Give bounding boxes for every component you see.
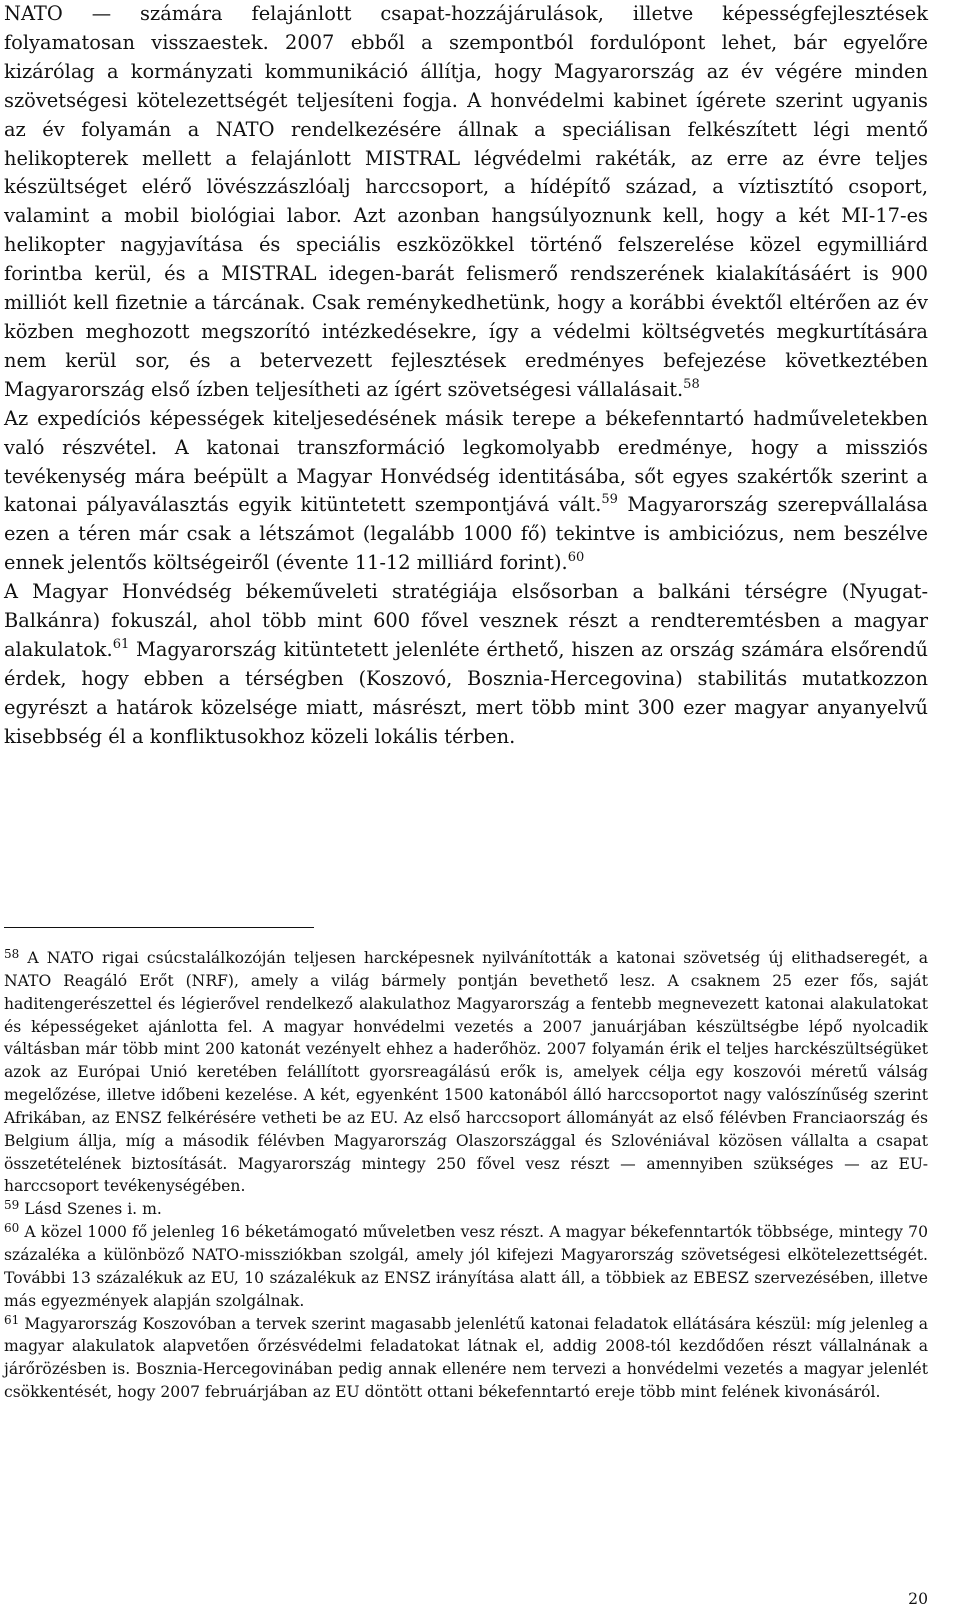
paragraph-text: Az expedíciós képességek kiteljesedésének másik terepe a békefenntartó hadműveletekben való részvétel. A katonai transzformáció legkomolyabb eredménye, hogy a missziós tevékenység mára beépült a Magyar Honvédség identitásába, sőt egyes szakértők szerint a katonai pályaválasztás egyik kitüntetett szempontjává vált. [4, 406, 928, 517]
footnote-number: 60 [4, 1221, 20, 1236]
footnote-number: 58 [4, 947, 20, 961]
footnote-separator [4, 927, 314, 928]
page-number: 20 [908, 1590, 928, 1608]
footnote-reference[interactable]: 59 [601, 492, 618, 508]
footnote [4, 947, 928, 1198]
footnote [4, 1198, 928, 1221]
footnote-text: Magyarország Koszovóban a tervek szerint magasabb jelenlétű katonai feladatok ellátására készül: míg jelenleg a magyar alakulatok alapvetően őrzésvédelmi feladatokat látnak el, addig 2008-tól kezdődően részt vállalnának a járőrözésben is. Bosznia-Hercegovinában pedig annak ellenére nem tervezi a honvédelmi vezetés a magyar jelenlét csökkentését, hogy 2007 februárjában az EU döntött ottani békefenntartó ereje több mint felének kivonásáról. [4, 1314, 928, 1402]
footnote-reference[interactable]: 60 [567, 550, 585, 566]
footnote-number: 59 [4, 1198, 20, 1213]
paragraph [4, 578, 928, 751]
paragraph-text: A Magyar Honvédség békeműveleti stratégiája elsősorban a balkáni térségre (Nyugat-Balkánra) fokuszál, ahol több mint 600 fővel vesznek részt a rendteremtésben a magyar alakulatok. [4, 580, 928, 661]
paragraph-text: NATO — számára felajánlott csapat-hozzájárulások, illetve képességfejlesztések folyamatosan visszaestek. 2007 ebből a szempontból fordulópont lehet, bár egyelőre kizárólag a kormányzati kommunikáció állítja, hogy Magyarország az év végére minden szövetségesi kötelezettségét teljesíteni fogja. A honvédelmi kabinet ígérete szerint ugyanis az év folyamán a NATO rendelkezésére állnak a speciálisan felkészített légi mentő helikopterek mellett a felajánlott MISTRAL légvédelmi rakéták, az erre az évre teljes készültséget elérő lövészzászlóalj harccsoport, a hídépítő század, a víztisztító csoport, valamint a mobil biológiai labor. Azt azonban hangsúlyoznunk kell, hogy a két MI-17-es helikopter nagyjavítása és speciális eszközökkel történő felszerelése közel egymilliárd forintba kerül, és a MISTRAL idegen-barát felismerő rendszerének kialakításáért is 900 milliót kell fizetnie a tárcának. Csak reménykedhetünk, hogy a korábbi évektől eltérően az év közben meghozott megszorító intézkedésekre, így a védelmi költségvetés megkurtítására nem kerül sor, és a betervezett fejlesztések eredményes befejezése következtében Magyarország első ízben teljesítheti az ígért szövetségesi vállalásait. [4, 2, 928, 401]
footnote [4, 1313, 928, 1404]
footnote-reference[interactable]: 58 [683, 376, 700, 392]
paragraph-text: Magyarország kitüntetett jelenléte érthető, hiszen az ország számára elsőrendű érdek, hogy ebben a térségben (Koszovó, Bosznia-Hercegovina) stabilitás mutatkozzon egyrészt a határok közelsége miatt, másrészt, mert több mint 300 ezer magyar anyanyelvű kisebbség él a konfliktusokhoz közeli lokális térben. [4, 637, 928, 748]
document-page [4, 0, 928, 752]
paragraph-text: Magyarország szerepvállalása ezen a téren már csak a létszámot (legalább 1000 fő) tekintve is ambiciózus, nem beszélve ennek jelentős költségeiről (évente 11-12 milliárd forint). [4, 493, 928, 575]
footnote-text: Lásd Szenes i. m. [19, 1200, 162, 1219]
footnotes [4, 947, 928, 1404]
footnote-text: A NATO rigai csúcstalálkozóján teljesen harcképesnek nyilvánították a katonai szövetség új elithadseregét, a NATO Reagáló Erőt (NRF), amely a világ bármely pontján bevethető lesz. A csaknem 25 ezer fős, saját haditengerészettel és légierővel rendelkező alakulathoz Magyarország a fentebb megnevezett katonai alakulatokat és képességeket ajánlotta fel. A magyar honvédelmi vezetés a 2007 januárjában készültségbe lépő nyolcadik váltásban már több mint 200 katonát vezényelt ehhez a haderőhöz. 2007 folyamán érik el teljes harckészültségüket azok az Európai Unió keretében felállított gyorsreagálású erők is, amelyek célja egy koszovói méretű válság megelőzése, illetve időbeni kezelése. A két, egyenként 1500 katonából álló harccsoportot nagy valószínűség szerint Afrikában, az ENSZ felkérésére vetheti be az EU. Az első harccsoport állományát az első félévben Franciaország és Belgium állja, míg a második félévben Magyarország Olaszországgal és Szlovéniával közösen vállalta a csapat összetételének biztosítását. Magyarország mintegy 250 fővel vesz részt — amennyiben szükséges — az EU-harccsoport tevékenységében. [4, 949, 928, 1196]
footnote [4, 1221, 928, 1312]
footnote-text: A közel 1000 fő jelenleg 16 béketámogató műveletben vesz részt. A magyar békefenntartók többsége, mintegy 70 százaléka a különböző NATO-missziókban szolgál, amely jól kifejezi Magyarország szövetségesi elkötelezettségét. További 13 százalékuk az EU, 10 százalékuk az ENSZ irányítása alatt áll, a többiek az EBESZ szervezésében, illetve más egyezmények alapján szolgálnak. [4, 1223, 928, 1310]
footnote-reference[interactable]: 61 [112, 636, 130, 652]
footnote-number: 61 [4, 1312, 20, 1327]
main-text [4, 0, 928, 752]
paragraph [4, 405, 928, 578]
paragraph [4, 0, 928, 405]
